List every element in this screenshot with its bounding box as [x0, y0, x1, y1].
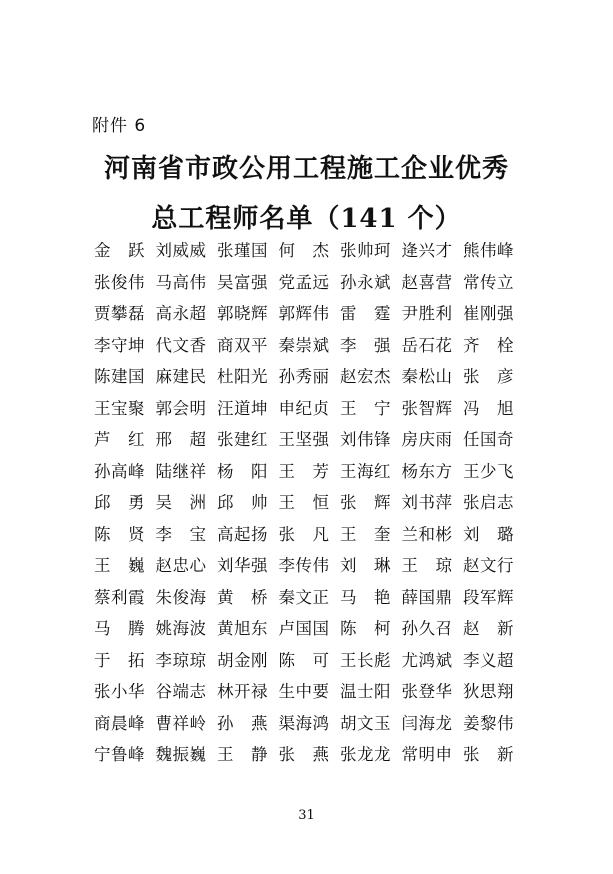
name-entry: 郭辉伟	[278, 304, 330, 323]
name-entry: 胡金刚	[217, 650, 268, 670]
name-entry: 申纪贞	[278, 398, 330, 418]
name-entry: 渠海鸿	[278, 713, 330, 733]
name-entry: 熊伟峰	[463, 241, 514, 260]
name-entry: 王 琼	[401, 556, 453, 575]
name-entry: 张帅珂	[340, 241, 391, 260]
name-entry: 段军辉	[463, 587, 514, 607]
name-entry: 李 强	[340, 335, 391, 355]
name-entry: 崔刚强	[463, 304, 514, 323]
name-entry: 岳石花	[401, 335, 453, 355]
name-entry: 刘书萍	[401, 493, 453, 512]
name-entry: 兰和彬	[401, 524, 453, 544]
name-entry: 商晨峰	[94, 713, 145, 733]
attachment-label: 附件 6	[92, 116, 147, 136]
name-entry: 商双平	[217, 335, 268, 355]
name-entry: 生中要	[278, 682, 330, 701]
name-entry: 陈 柯	[340, 619, 391, 638]
name-entry: 王 巍	[94, 556, 145, 575]
name-entry: 马 腾	[94, 619, 145, 638]
name-entry: 吴富强	[217, 272, 268, 292]
name-entry: 邱 帅	[217, 493, 268, 512]
name-entry: 杨 阳	[217, 461, 268, 481]
name-entry: 任国奇	[463, 430, 514, 449]
name-entry: 何 杰	[278, 241, 330, 260]
name-entry: 高永超	[155, 304, 207, 323]
name-entry: 于 拓	[94, 650, 145, 670]
name-entry: 赵文行	[463, 556, 514, 575]
name-entry: 张龙龙	[340, 745, 391, 764]
name-entry: 王 静	[217, 745, 268, 764]
name-entry: 刘华强	[217, 556, 268, 575]
name-entry: 魏振巍	[155, 745, 207, 764]
name-entry: 秦文正	[278, 587, 330, 607]
name-entry: 党孟远	[278, 272, 330, 292]
name-entry: 王 奎	[340, 524, 391, 544]
name-entry: 刘 璐	[463, 524, 514, 544]
name-entry: 刘伟锋	[340, 430, 391, 449]
name-entry: 孙高峰	[94, 461, 145, 481]
name-entry: 马高伟	[155, 272, 207, 292]
name-entry: 林开禄	[217, 682, 268, 701]
name-entry: 朱俊海	[155, 587, 207, 607]
name-entry: 宁鲁峰	[94, 745, 145, 764]
name-entry: 逄兴才	[401, 241, 453, 260]
name-entry: 汪道坤	[217, 398, 268, 418]
name-entry: 尹胜利	[401, 304, 453, 323]
name-entry: 黄旭东	[217, 619, 268, 638]
name-entry: 薛国鼎	[401, 587, 453, 607]
name-entry: 黄 桥	[217, 587, 268, 607]
name-entry: 赵忠心	[155, 556, 207, 575]
name-entry: 冯 旭	[463, 398, 514, 418]
name-entry: 常明申	[401, 745, 453, 764]
name-entry: 张建红	[217, 430, 268, 449]
name-entry: 房庆雨	[401, 430, 453, 449]
name-entry: 张 凡	[278, 524, 330, 544]
name-entry: 李琼琼	[155, 650, 207, 670]
name-entry: 张 辉	[340, 493, 391, 512]
name-entry: 胡文玉	[340, 713, 391, 733]
name-entry: 王 宁	[340, 398, 391, 418]
name-entry: 张小华	[94, 682, 145, 701]
name-entry: 曹祥岭	[155, 713, 207, 733]
name-entry: 刘威威	[155, 241, 207, 260]
name-entry: 谷端志	[155, 682, 207, 701]
name-entry: 孙永斌	[340, 272, 391, 292]
name-entry: 张瑾国	[217, 241, 268, 260]
name-entry: 赵宏杰	[340, 367, 391, 386]
name-entry: 狄思翔	[463, 682, 514, 701]
name-entry: 郭会明	[155, 398, 207, 418]
name-entry: 邢 超	[155, 430, 207, 449]
name-entry: 李传伟	[278, 556, 330, 575]
name-entry: 贾攀磊	[94, 304, 145, 323]
name-entry: 陈 可	[278, 650, 330, 670]
name-entry: 王坚强	[278, 430, 330, 449]
name-entry: 张启志	[463, 493, 514, 512]
name-entry: 高起扬	[217, 524, 268, 544]
name-entry: 马 艳	[340, 587, 391, 607]
name-entry: 麻建民	[155, 367, 207, 386]
name-entry: 李义超	[463, 650, 514, 670]
name-entry: 张 彦	[463, 367, 514, 386]
name-entry: 邱 勇	[94, 493, 145, 512]
name-entry: 王 恒	[278, 493, 330, 512]
name-entry: 温士阳	[340, 682, 391, 701]
name-entry: 王宝聚	[94, 398, 145, 418]
name-entry: 尤鸿斌	[401, 650, 453, 670]
name-entry: 金 跃	[94, 241, 145, 260]
name-entry: 秦崇斌	[278, 335, 330, 355]
name-entry: 陈 贤	[94, 524, 145, 544]
name-entry: 张 新	[463, 745, 514, 764]
name-entry: 王少飞	[463, 461, 514, 481]
name-entry: 雷 霆	[340, 304, 391, 323]
name-entry: 张俊伟	[94, 272, 145, 292]
name-entry: 王长彪	[340, 650, 391, 670]
name-entry: 杜阳光	[217, 367, 268, 386]
name-entry: 李守坤	[94, 335, 145, 355]
name-entry: 代文香	[155, 335, 207, 355]
names-list	[94, 235, 524, 771]
document-title-line2: 总工程师名单（141 个）	[151, 204, 462, 234]
name-entry: 孙秀丽	[278, 367, 330, 386]
name-entry: 陆继祥	[155, 461, 207, 481]
name-entry: 刘 琳	[340, 556, 391, 575]
name-entry: 姜黎伟	[463, 713, 514, 733]
name-entry: 郭晓辉	[217, 304, 268, 323]
name-entry: 闫海龙	[401, 713, 453, 733]
name-entry: 陈建国	[94, 367, 145, 386]
name-entry: 王 芳	[278, 461, 330, 481]
name-entry: 孙久召	[401, 619, 453, 638]
name-entry: 姚海波	[155, 619, 207, 638]
name-entry: 张登华	[401, 682, 453, 701]
name-entry: 秦松山	[401, 367, 453, 386]
name-entry: 杨东方	[401, 461, 453, 481]
name-entry: 孙 燕	[217, 713, 268, 733]
name-entry: 齐 栓	[463, 335, 514, 355]
name-entry: 赵 新	[463, 619, 514, 638]
name-entry: 李 宝	[155, 524, 207, 544]
name-entry: 蔡利霞	[94, 587, 145, 607]
name-entry: 张 燕	[278, 745, 330, 764]
page-number: 31	[298, 808, 315, 823]
name-entry: 芦 红	[94, 430, 145, 449]
name-entry: 王海红	[340, 461, 391, 481]
name-entry: 张智辉	[401, 398, 453, 418]
name-entry: 常传立	[463, 272, 514, 292]
name-entry: 卢国国	[278, 619, 330, 638]
name-entry: 赵喜营	[401, 272, 453, 292]
name-entry: 吴 洲	[155, 493, 207, 512]
document-title-line1: 河南省市政公用工程施工企业优秀	[103, 154, 509, 184]
